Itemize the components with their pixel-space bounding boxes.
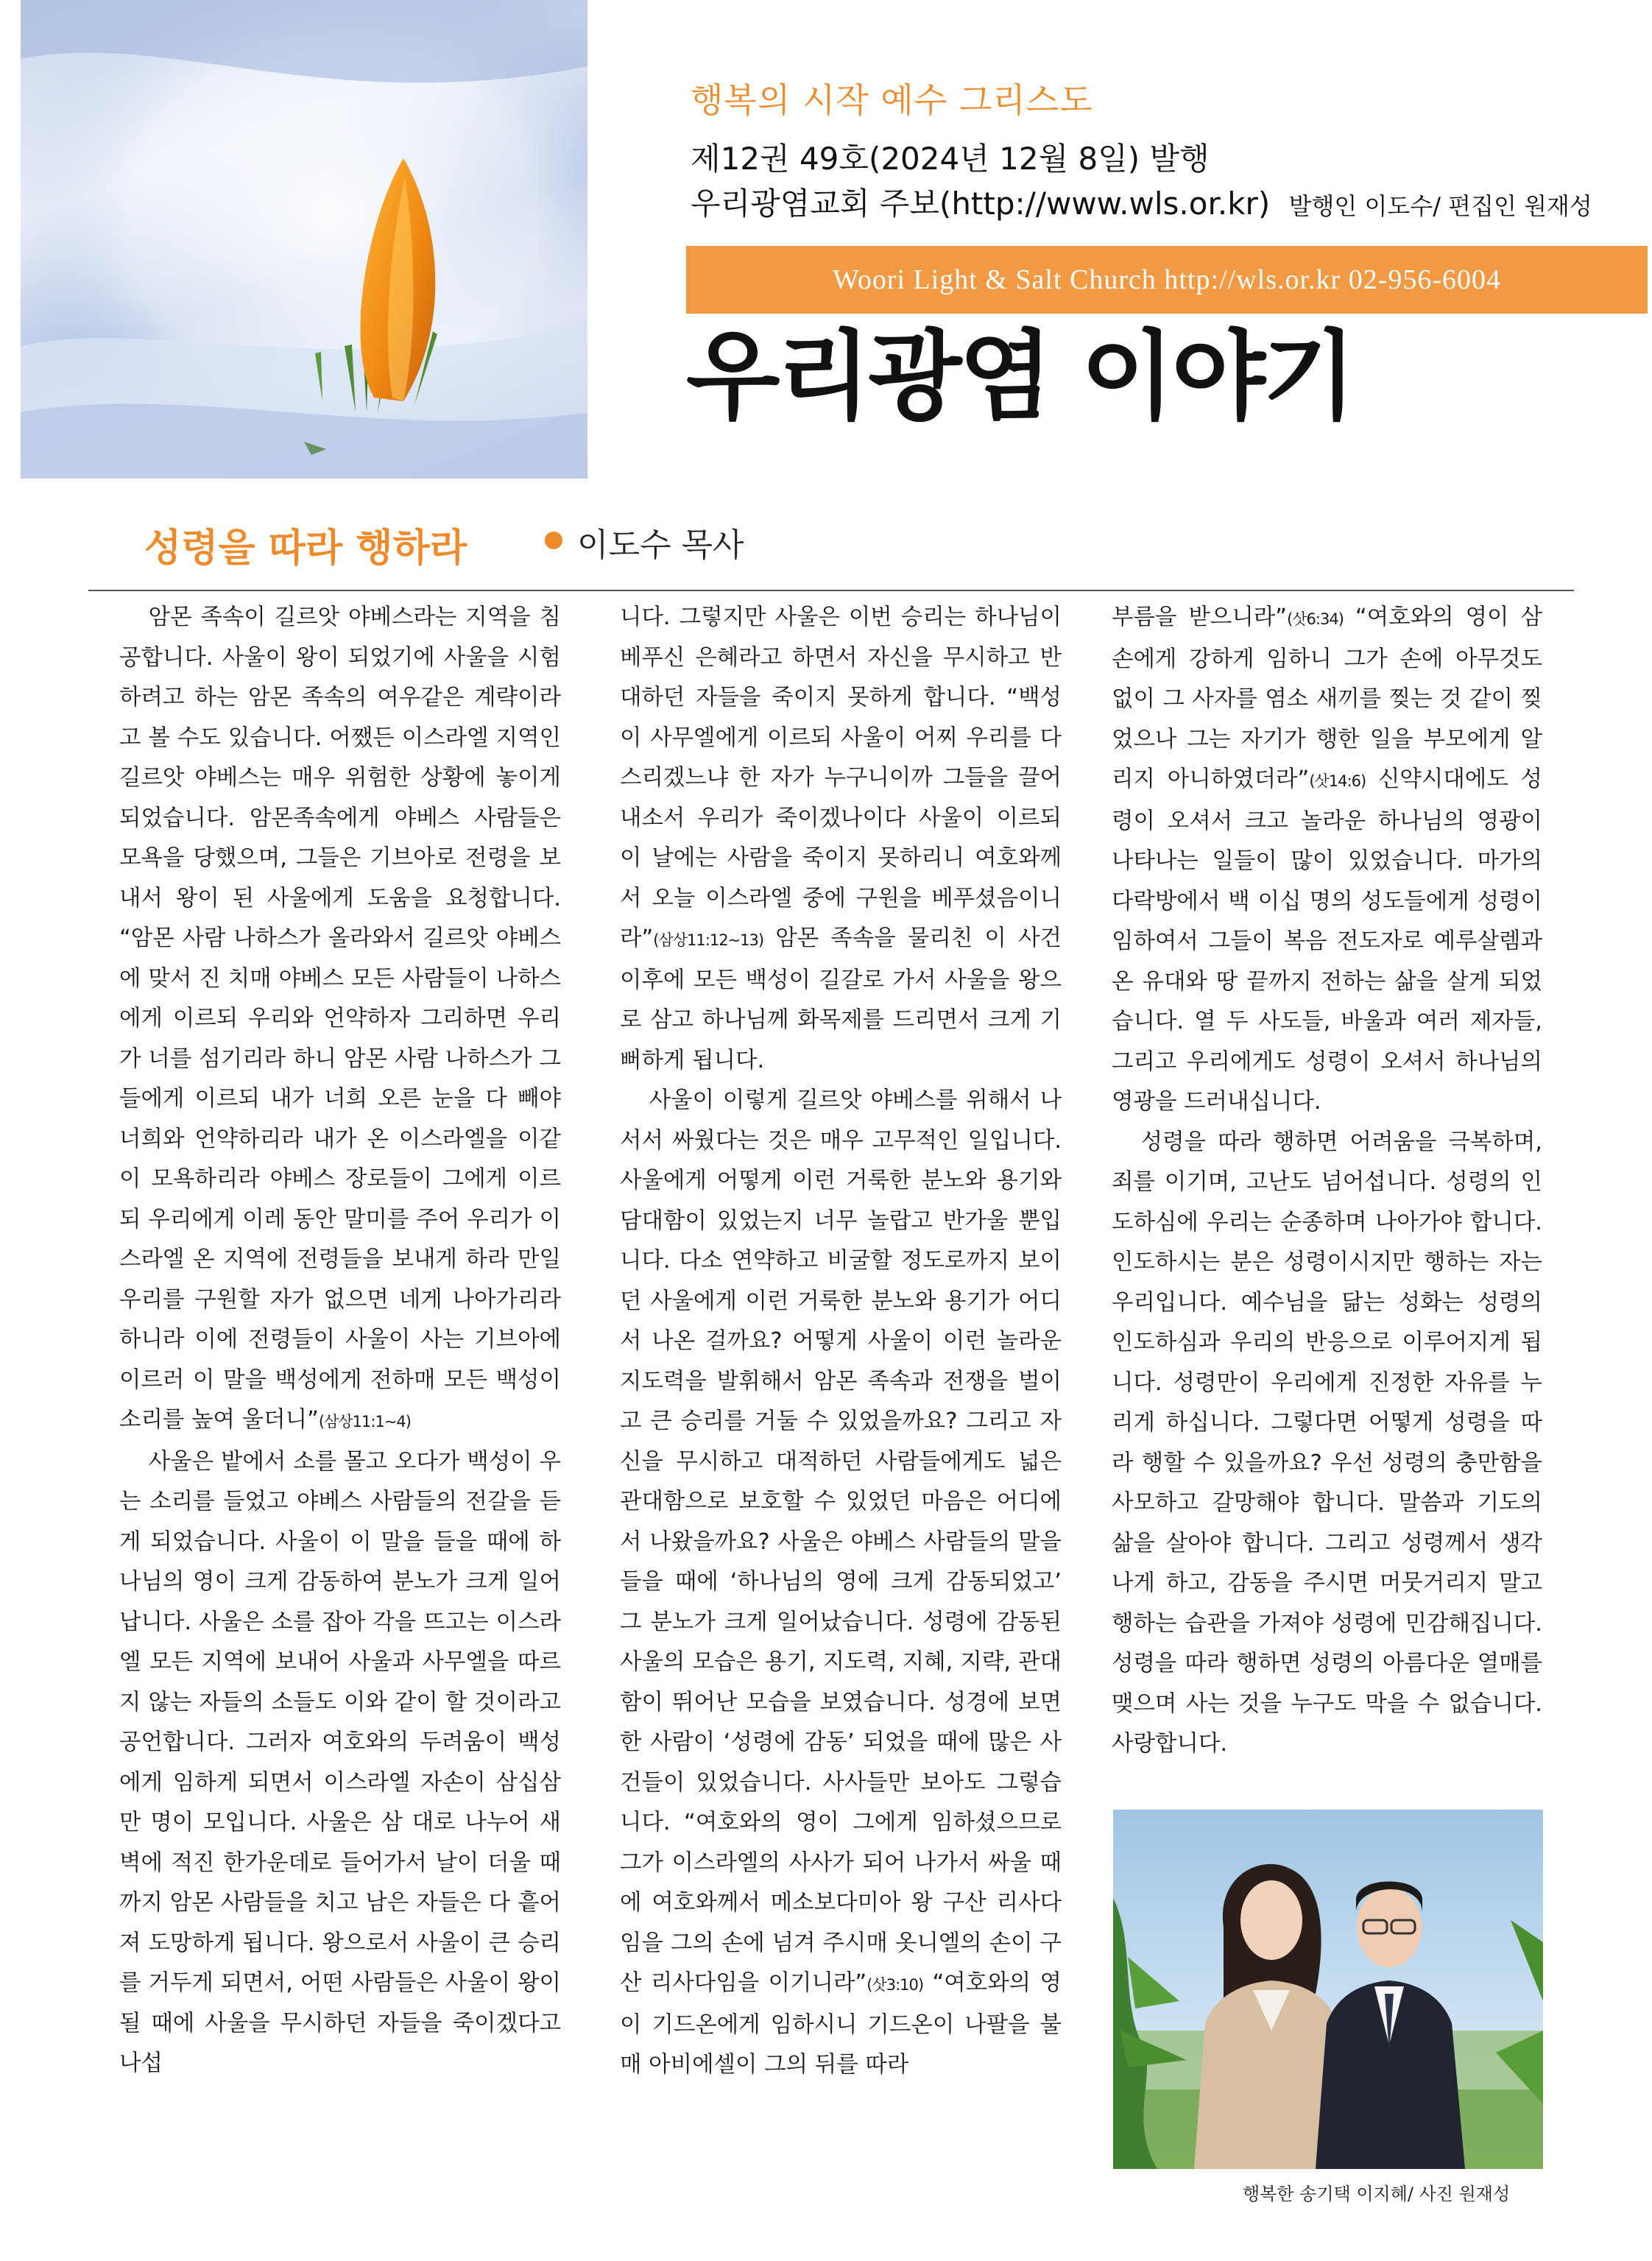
paragraph-text: 암몬 족속을 물리친 이 사건 이후에 모든 백성이 길갈로 가서 사울을 왕으로 삼고 하나님께 화목제를 드리면서 크게 기뻐하게 됩니다.: [620, 925, 1062, 1073]
scripture-reference: (삿3:10): [866, 1976, 924, 1994]
article-column-1: [119, 598, 561, 2084]
paragraph: [620, 598, 1062, 1081]
couple-illustration: [1113, 1810, 1543, 2169]
couple-photo: [1113, 1810, 1543, 2169]
paragraph-text: 암몬 족속이 길르앗 야베스라는 지역을 침공합니다. 사울이 왕이 되었기에 사울을 시험하려고 하는 암몬 족속의 여우같은 계략이라고 볼 수도 있습니다. 어쨌든 이스라엘 지역인 길르앗 야베스는 매우 위험한 상황에 놓이게 되었습니다. 암몬족속에게 야베스 사람들은 모욕을 당했으며, 그들은 기브아로 전령을 보내서 왕이 된 사울에게 도움을 요청합니다. “암몬 사람 나하스가 올라와서 길르앗 야베스에 맞서 진 치매 야베스 모든 사람들이 나하스에게 이르되 우리와 언약하자 그리하면 우리가 너를 섬기리라 하니 암몬 사람 나하스가 그들에게 이르되 내가 너희 오른 눈을 다 빼야 너희와 언약하리라 내가 온 이스라엘을 이같이 모욕하리라 야베스 장로들이 그에게 이르되 우리에게 이레 동안 말미를 주어 우리가 이스라엘 온 지역에 전령들을 보내게 하라 만일 우리를 구원할 자가 없으면 네게 나아가리라 하니라 이에 전령들이 사울이 사는 기브아에 이르러 이 말을 백성에게 전하매 모든 백성이 소리를 높여 울더니”: [119, 604, 561, 1433]
scripture-reference: (삼상11:12~13): [653, 931, 764, 949]
paragraph-text: “여호와의 영이 기드온에게 임하시니 기드온이 나팔을 불매 아비에셀이 그의 뒤를 따라: [620, 1970, 1062, 2078]
byline-bullet-icon: [545, 532, 562, 549]
photo-caption: 행복한 송기택 이지혜/ 사진 원재성: [1243, 2184, 1511, 2204]
masthead-title: 우리광염 이야기: [686, 320, 1354, 434]
church-banner: Woori Light & Salt Church http://wls.or.kr 02-956-6004: [686, 246, 1648, 314]
article-column-2: [620, 598, 1062, 2086]
article-title: 성령을 따라 행하라: [144, 526, 467, 571]
scripture-reference: (삿14:6): [1309, 772, 1366, 790]
paragraph-text: 부름을 받으니라”: [1112, 604, 1288, 630]
paragraph: [119, 598, 561, 1442]
paragraph-text: “여호와의 영이 삼손에게 강하게 임하니 그가 손에 아무것도 없이 그 사자를 염소 새끼를 찢는 것 같이 찢었으나 그는 자기가 행한 일을 부모에게 알리지 아니하였더라”: [1112, 604, 1542, 792]
paragraph: [1112, 598, 1542, 1123]
header-subtitle: 행복의 시작 예수 그리스도: [691, 80, 1093, 120]
paragraph: 성령을 따라 행하면 어려움을 극복하며, 죄를 이기며, 고난도 넘어섭니다. 성령의 인도하심에 우리는 순종하며 나아가야 합니다. 인도하시는 분은 성령이시지만 행하는 자는 우리입니다. 예수님을 닮는 성화는 성령의 인도하심과 우리의 반응으로 이루어지게 됩니다. 성령만이 우리에게 진정한 자유를 누리게 하십니다. 그렇다면 어떻게 성령을 따라 행할 수 있을까요? 우선 성령의 충만함을 사모하고 갈망해야 합니다. 말씀과 기도의 삶을 살아야 합니다. 그리고 성령께서 생각나게 하고, 감동을 주시면 머뭇거리지 말고 행하는 습관을 가져야 성령에 민감해집니다. 성령을 따라 행하면 성령의 아름다운 열매를 맺으며 사는 것을 누구도 막을 수 없습니다. 사랑합니다.: [1112, 1129, 1542, 1757]
publisher-info: 발행인 이도수/ 편집인 원재성: [1288, 192, 1592, 220]
cover-photo-crocus: [21, 0, 587, 479]
paragraph-text: 신약시대에도 성령이 오셔서 크고 놀라운 하나님의 영광이 나타나는 일들이 많이 있었습니다. 마가의 다락방에서 백 이십 명의 성도들에게 성령이 임하여서 그들이 복음 전도자로 예루살렘과 온 유대와 땅 끝까지 전하는 삶을 살게 되었습니다. 열 두 사도들, 바울과 여러 제자들, 그리고 우리에게도 성령이 오셔서 하나님의 영광을 드러내십니다.: [1112, 766, 1542, 1115]
divider: [88, 590, 1574, 591]
paragraph: 사울은 밭에서 소를 몰고 오다가 백성이 우는 소리를 들었고 야베스 사람들의 전갈을 듣게 되었습니다. 사울이 이 말을 들을 때에 하나님의 영이 크게 감동하여 분노가 크게 일어납니다. 사울은 소를 잡아 각을 뜨고는 이스라엘 모든 지역에 보내어 사울과 사무엘을 따르지 않는 자들의 소들도 이와 같이 할 것이라고 공언합니다. 그러자 여호와의 두려움이 백성에게 임하게 되면서 이스라엘 자손이 삼십삼만 명이 모입니다. 사울은 삼 대로 나누어 새벽에 적진 한가운데로 들어가서 날이 더울 때까지 암몬 사람들을 치고 남은 자들은 다 흩어져 도망하게 됩니다. 왕으로서 사울이 큰 승리를 거두게 되면서, 어떤 사람들은 사울이 왕이 될 때에 사울을 무시하던 자들을 죽이겠다고 나섭: [119, 1448, 561, 2076]
article-column-3: [1112, 598, 1542, 1765]
article-author: 이도수 목사: [577, 526, 744, 564]
paragraph-text: 니다. 그렇지만 사울은 이번 승리는 하나님이 베푸신 은혜라고 하면서 자신을 무시하고 반대하던 자들을 죽이지 못하게 합니다. “백성이 사무엘에게 이르되 사울이 어찌 우리를 다스리겠느냐 한 자가 누구니이까 그들을 끌어내소서 우리가 죽이겠나이다 사울이 이르되 이 날에는 사람을 죽이지 못하리니 여호와께서 오늘 이스라엘 중에 구원을 베푸셨음이니라”: [620, 604, 1062, 951]
crocus-illustration: [21, 0, 587, 479]
scripture-reference: (삿6:34): [1287, 610, 1344, 628]
scripture-reference: (삼상11:1~4): [318, 1413, 411, 1431]
bulletin-info: [691, 180, 1592, 224]
paragraph-text: 사울이 이렇게 길르앗 야베스를 위해서 나서서 싸웠다는 것은 매우 고무적인 일입니다. 사울에게 어떻게 이런 거룩한 분노와 용기와 담대함이 있었는지 너무 놀랍고 반가울 뿐입니다. 다소 연약하고 비굴할 정도로까지 보이던 사울에게 이런 거룩한 분노와 용기가 어디서 나온 걸까요? 어떻게 사울이 이런 놀라운 지도력을 발휘해서 암몬 족속과 전쟁을 벌이고 큰 승리를 거둘 수 있었을까요? 그리고 자신을 무시하고 대적하던 사람들에게도 넓은 관대함으로 보호할 수 있었던 마음은 어디에서 나왔을까요? 사울은 야베스 사람들의 말을 들을 때에 ‘하나님의 영에 크게 감동되었고’ 그 분노가 크게 일어났습니다. 성령에 감동된 사울의 모습은 용기, 지도력, 지혜, 지략, 관대함이 뛰어난 모습을 보였습니다. 성경에 보면 한 사람이 ‘성령에 감동’ 되었을 때에 많은 사건들이 있었습니다. 사사들만 보아도 그렇습니다. “여호와의 영이 그에게 임하셨으므로 그가 이스라엘의 사사가 되어 나가서 싸울 때에 여호와께서 메소보다미아 왕 구산 리사다임을 그의 손에 넘겨 주시매 옷니엘의 손이 구산 리사다임을 이기니라”: [620, 1087, 1062, 1996]
issue-info: 제12권 49호(2024년 12월 8일) 발행: [691, 141, 1210, 177]
paragraph: [620, 1081, 1062, 2086]
bulletin-name: 우리광염교회 주보(http://www.wls.or.kr): [691, 186, 1271, 222]
